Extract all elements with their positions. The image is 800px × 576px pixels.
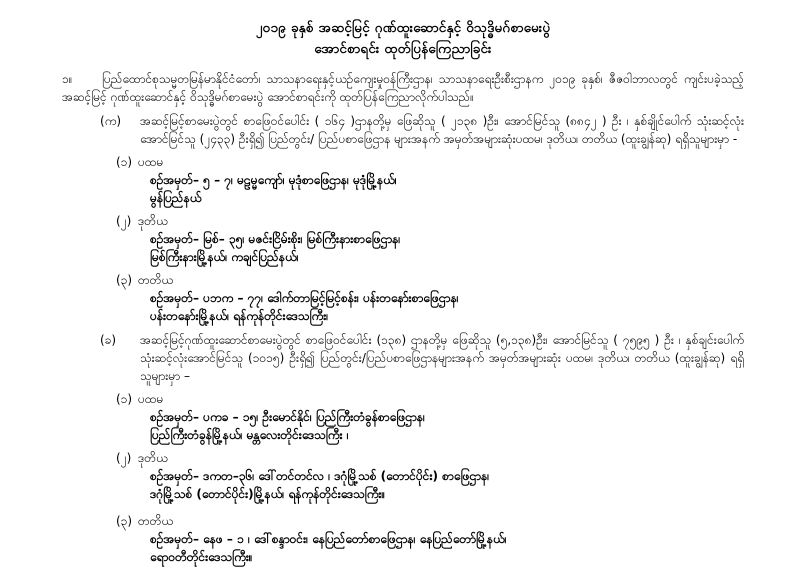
section-item: [100, 512, 744, 566]
document-title: [62, 18, 744, 60]
item-rank: ဒုတိယ: [138, 450, 168, 465]
item-marker: (၃): [116, 272, 133, 287]
section-block: [100, 331, 744, 385]
section-marker: (က): [100, 113, 122, 128]
item-detail-line-2: မွန်ပြည်နယ်: [150, 190, 202, 205]
section-block: [100, 112, 744, 148]
item-detail-line-1: စဉ်အမှတ်– ဒကတ–၃၆၊ ဒေါ်တင်တင်လ ၊ ဒဂုံမြို့သစ် (တောင်ပိုင်း) စာဖြေဌာန၊: [150, 468, 490, 483]
intro-paragraph-text: ပြည်ထောင်စုသမ္မတမြန်မာနိုင်ငံတော်၊ သာသနာရေးနှင့်ယဉ်ကျေးမှုဝန်ကြီးဌာန၊ သာသနာရေးဦးစီးဌာနက ၂၀၁၉ ခုနှစ်၊ ဇီဇဝါဘာလတွင် ကျင်းပခဲ့သည့် အဆင့်မြင့် ဂုဏ်ထူးဆောင်နှင့် ဝိသုဒ္ဓိမဂ်စာမေးပွဲ အောင်စာရင်းကို ထုတ်ပြန်ကြေညာလိုက်ပါသည်။: [62, 71, 744, 104]
section-marker: (ခ): [100, 332, 117, 347]
item-rank: ဒုတိယ: [138, 213, 168, 228]
item-marker: (၁): [116, 391, 133, 406]
item-marker: (၂): [116, 213, 132, 228]
item-rank: တတိယ: [138, 513, 174, 528]
item-detail-line-1: စဉ်အမှတ်– မြစ်– ၃၅၊ မဇင်းငြိမ်းစိုး၊ မြစ်ကြီးနားစာဖြေဌာန၊: [150, 231, 401, 246]
spacer: [62, 503, 744, 507]
item-body: [138, 153, 744, 207]
item-marker: (၃): [116, 513, 133, 528]
item-rank: တတိယ: [138, 272, 174, 287]
section-text: အဆင့်မြင့်စာမေးပွဲတွင် စာဖြေဝင်ပေါင်း ( ၁၆၄ )ဌာနတို့မှ ဖြေဆိုသူ ( ၂၁၃၈ )ဦး၊ အောင်မြင်သူ (၈၈၄၂ ) ဦး ၊ နှစ်ချိုင်ပေါက် သုံးဆင့်လုံးအောင်မြင်သူ (၂၄၃၃) ဦးရှိ၍ ပြည်တွင်း/ ပြည်ပစာဖြေဌာန များအနက် အမှတ်အများဆုံးပထမ၊ ဒုတိယ၊ တတိယ (ထူးချွန်ဆု) ရရှိသူများမှာ -: [140, 113, 744, 146]
item-detail-line-2: ရောဝတီတိုင်းဒေသကြီး။: [150, 549, 253, 564]
item-body: [138, 212, 744, 266]
item-detail-line-1: စဉ်အမှတ်– ပကခ – ၁၅၊ ဦးမောင်နိုင်၊ ပြည်ကြီးတံခွန်စာဖြေဌာန၊: [150, 409, 425, 424]
item-body: [138, 449, 744, 503]
item-body: [138, 390, 744, 444]
section-item: [100, 271, 744, 325]
title-line-1: ၂၀၁၉ ခုနှစ် အဆင့်မြင့် ဂုဏ်ထူးဆောင်နှင့် ဝိသုဒ္ဓိမဂ်စာမေးပွဲ: [255, 20, 551, 36]
item-detail-line-2: ပန်းတနော်းမြို့နယ်၊ ရန်ကုန်တိုင်းဒေသကြီး၊: [150, 308, 329, 323]
item-marker: (၁): [116, 154, 133, 169]
item-rank: ပထမ: [138, 154, 164, 169]
item-marker: (၂): [116, 450, 132, 465]
item-detail-line-1: စဉ်အမှတ်– ပဘက – ၇၇၊ ဒေါက်တာမြင့်မြင့်စန်း၊ ပန်းတနော်းစာဖြေဌာန၊: [150, 290, 459, 305]
item-detail-line-2: ဒဂုံမြို့သစ် (တောင်ပိုင်း)မြို့နယ်၊ ရန်ကုန်တိုင်းဒေသကြီး။: [150, 486, 386, 501]
section-item: [100, 212, 744, 266]
item-detail-line-2: မြစ်ကြီးနားမြို့နယ်၊ ကချင်ပြည်နယ်၊: [150, 249, 299, 264]
intro-paragraph-number: ၁။: [62, 71, 73, 86]
section-item: [100, 449, 744, 503]
item-rank: ပထမ: [138, 391, 164, 406]
section-item: [100, 153, 744, 207]
section-item: [100, 390, 744, 444]
item-detail-line-1: စဉ်အမှတ်– ၅ – ၇၊ မဠမ္မကျော်၊ မုဒုံစာဖြေဌာန၊ မုဒုံမြို့နယ်၊: [150, 172, 397, 187]
title-line-2: အောင်စာရင်း ထုတ်ပြန်ကြေညာခြင်း: [314, 40, 492, 57]
item-body: [138, 512, 744, 566]
item-detail-line-2: ပြည်ကြီးတံခွန်မြို့နယ်၊ မန္တလေးတိုင်းဒေသကြီး ၊: [150, 427, 349, 442]
section-text: အဆင့်မြင့်ဂုဏ်ထူးဆောင်စာမေးပွဲတွင် စာဖြေဝင်ပေါင်း (၁၃၈) ဌာနတို့မှ ဖြေဆိုသူ (၅,၁၃၈)ဦး၊ အောင်မြင်သူ ( ၇၅၉၅ ) ဦး ၊ နှစ်ချင်းပေါက် သုံးဆင့်လုံးအောင်မြင်သူ (၁၀၁၅) ဦးရှိ၍ ပြည်တွင်း/ပြည်ပစာဖြေဌာနများအနက် အမှတ်အများဆုံး ပထမ၊ ဒုတိယ၊ တတိယ (ထူးချွန်ဆု) ရရှိသူများမှာ –: [140, 332, 744, 383]
item-detail-line-1: စဉ်အမှတ်– နေဖ – ၁ ၊ ဒေါ်စန္ဒာဝင်း၊ နေပြည်တော်စာဖြေဌာန၊ နေပြည်တော်မြို့နယ်၊: [150, 531, 507, 546]
intro-paragraph: [62, 70, 744, 106]
item-body: [138, 271, 744, 325]
